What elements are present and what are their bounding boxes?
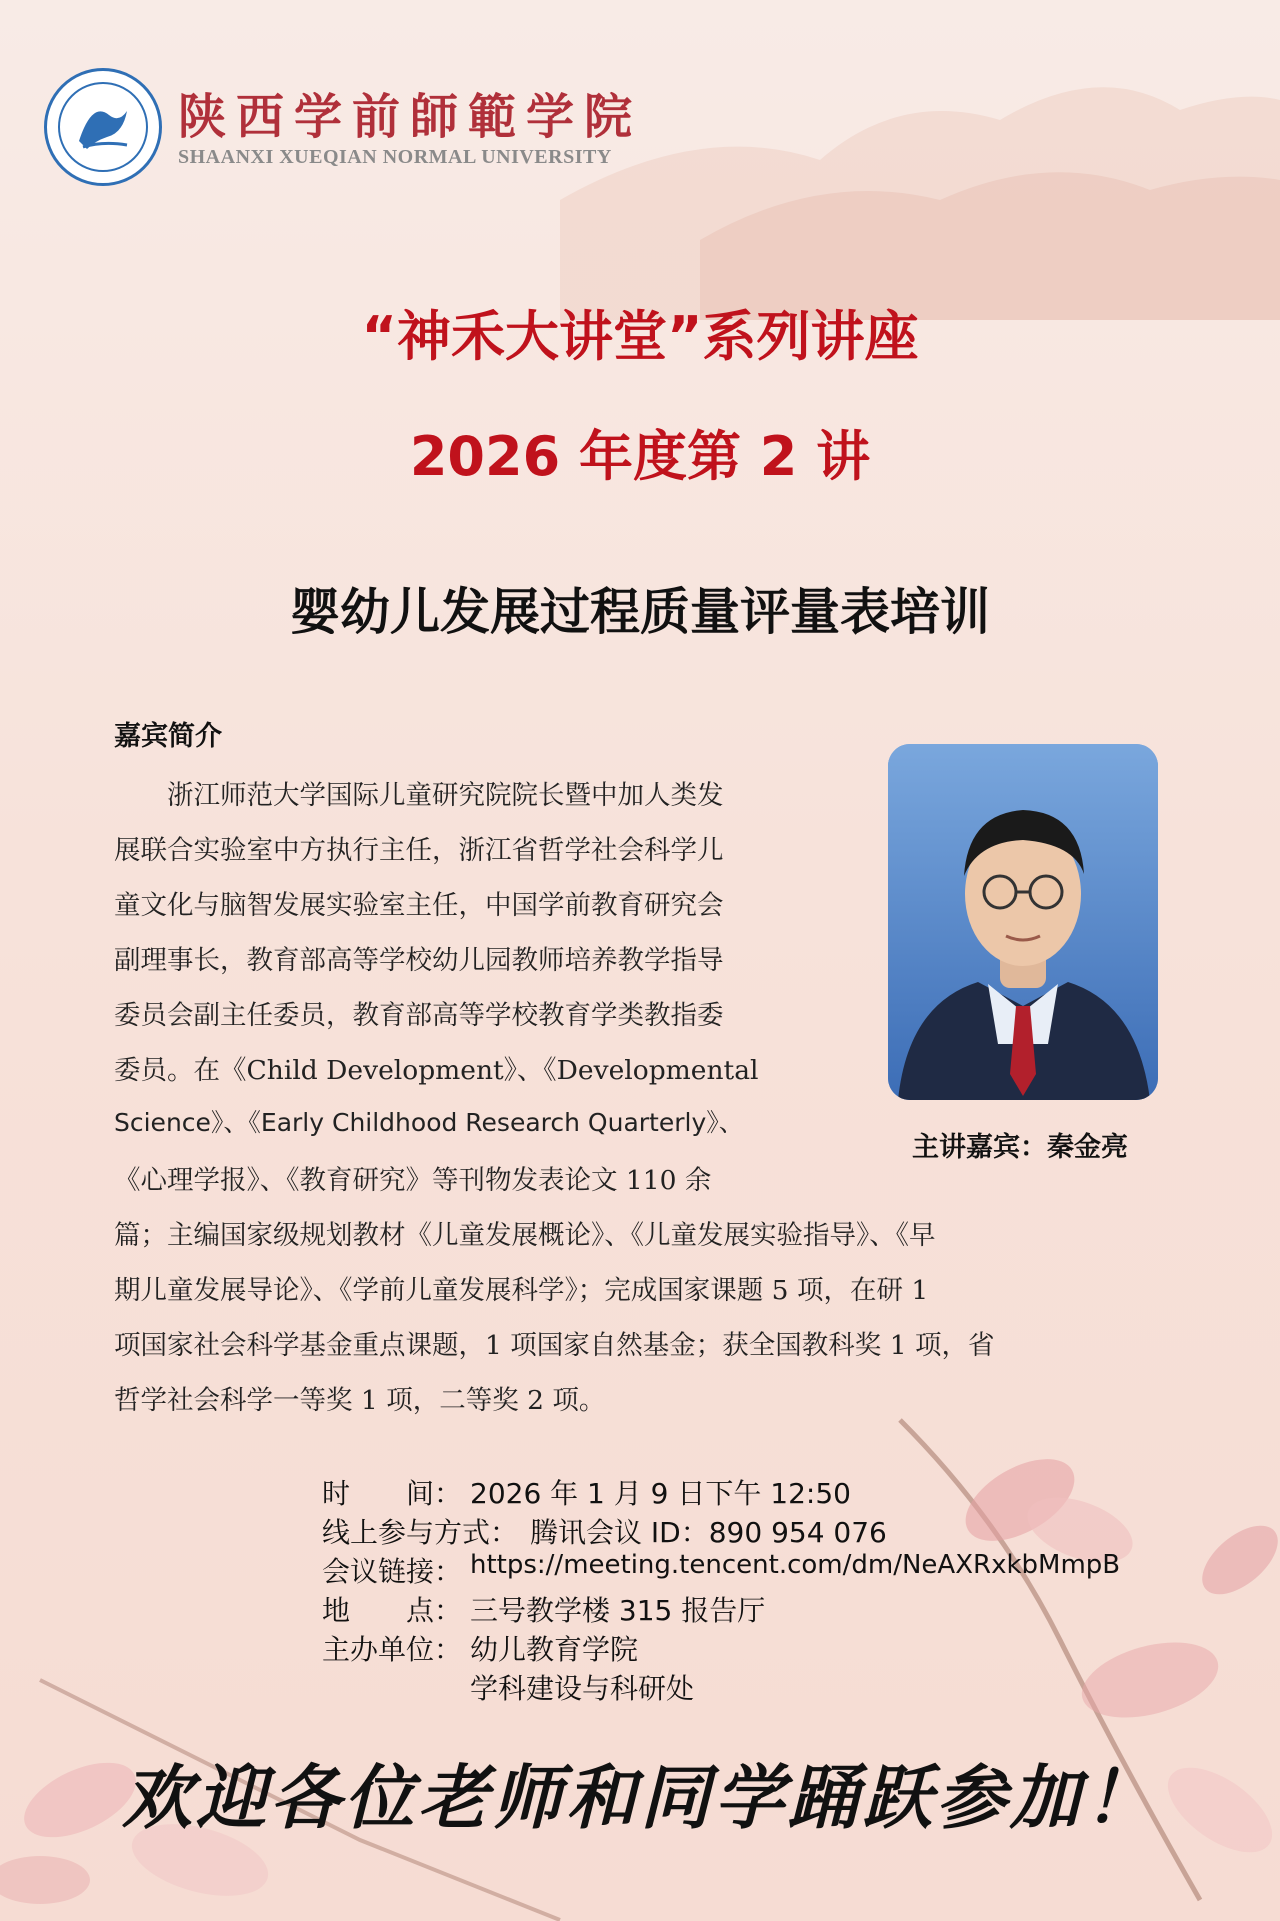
host-value-2: 学科建设与科研处 [470,1672,695,1705]
online-value: 腾讯会议 ID：890 954 076 [530,1516,887,1549]
university-name-cn: 陕西学前師範学院 [178,89,643,145]
bio-line: 《心理学报》、《教育研究》等刊物发表论文 110 余 [114,1165,712,1196]
bio-line: 副理事长，教育部高等学校幼儿园教师培养教学指导 [114,945,724,976]
host-label: 主办单位： [322,1633,463,1666]
place-value: 三号教学楼 315 报告厅 [470,1594,766,1627]
online-label: 线上参与方式： [322,1516,519,1549]
link-label: 会议链接： [322,1555,463,1588]
lecture-title: 婴幼儿发展过程质量评量表培训 [290,583,990,641]
bio-line: 委员会副主任委员，教育部高等学校教育学类教指委 [114,1000,724,1031]
meeting-link[interactable]: https://meeting.tencent.com/dm/NeAXRxkbMmpB [470,1550,1121,1580]
place-label: 地 点： [322,1594,463,1627]
bio-heading: 嘉宾简介 [114,721,222,752]
speaker-photo [888,744,1158,1100]
university-seal-icon [44,68,162,186]
bio-line: 哲学社会科学一等奖 1 项，二等奖 2 项。 [114,1385,606,1416]
host-value-1: 幼儿教育学院 [470,1633,639,1666]
bio-line: 委员。在《Child Development》、《Developmental [114,1055,759,1086]
bio-line: 童文化与脑智发展实验室主任，中国学前教育研究会 [114,890,724,921]
time-value: 2026 年 1 月 9 日下午 12:50 [470,1477,851,1510]
bio-line: 展联合实验室中方执行主任，浙江省哲学社会科学儿 [114,835,724,866]
lecture-issue: 2026 年度第 2 讲 [409,425,871,488]
bio-line: Science》、《Early Childhood Research Quarterly》、 [114,1108,744,1137]
university-name-en: SHAANXI XUEQIAN NORMAL UNIVERSITY [178,146,612,168]
lecture-series-title: “神禾大讲堂”系列讲座 [361,305,919,368]
bio-line: 期儿童发展导论》、《学前儿童发展科学》；完成国家课题 5 项，在研 1 [114,1275,929,1306]
speaker-caption: 主讲嘉宾：秦金亮 [912,1132,1128,1163]
bio-line: 篇；主编国家级规划教材《儿童发展概论》、《儿童发展实验指导》、《早 [114,1220,936,1251]
time-label: 时 间： [322,1477,463,1510]
welcome-slogan: 欢迎各位老师和同学踊跃参加！ [122,1756,1158,1839]
bio-line: 浙江师范大学国际儿童研究院院长暨中加人类发 [114,780,724,811]
bio-line: 项国家社会科学基金重点课题，1 项国家自然基金；获全国教科奖 1 项，省 [114,1330,995,1361]
